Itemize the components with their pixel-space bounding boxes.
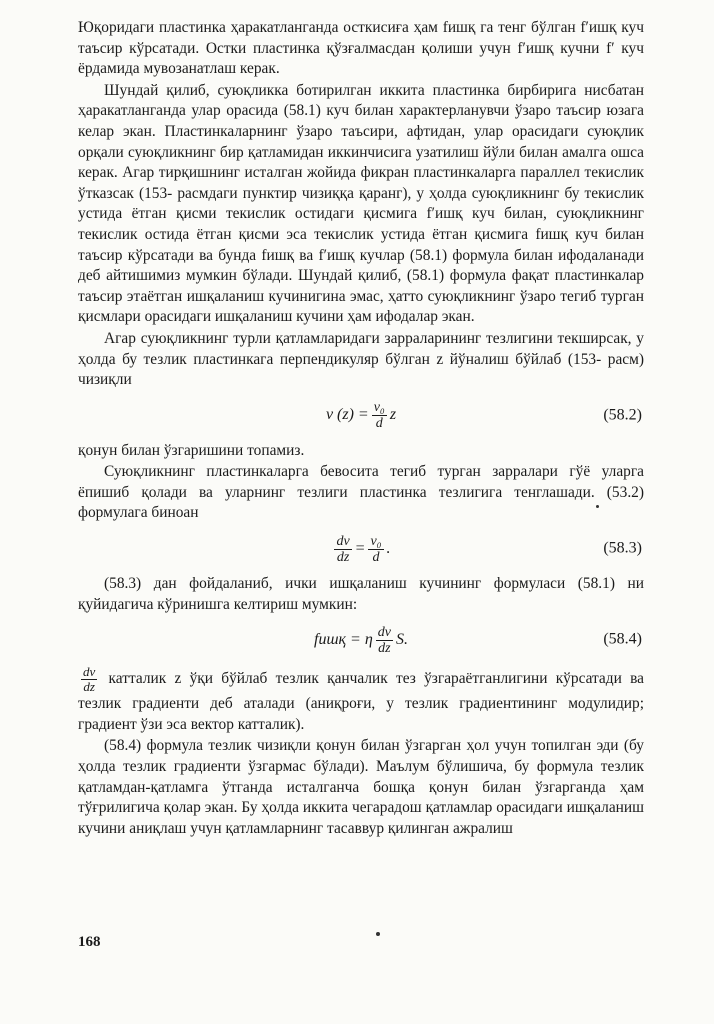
paragraph-5: Суюқликнинг пластинкаларга бевосита тегиб турган зарралари гўё уларга ёпишиб қолади ва уларнинг тезлиги пластинка тезлигига тенглашади. (53.2) формулага биноан [78, 463, 644, 522]
eq582-numerator: v₀ [373, 400, 385, 416]
paragraph-7-text: катталик z ўқи бўйлаб тезлик қанчалик тез ўзгараётганлигини кўрсатади ва тезлик градиенти деб аталади (аниқроғи, у тезлик градиентининг модулидир; градиент ўзи эса вектор катталик). [78, 670, 644, 733]
eq582-denominator: d [375, 416, 383, 432]
eq583-fraction-1 [334, 534, 351, 565]
eq584-rhs: S. [395, 630, 408, 648]
paragraph-6: (58.3) дан фойдаланиб, ички ишқаланиш кучининг формуласи (58.1) ни қуйидагича кўринишга келтириш мумкин: [78, 575, 644, 613]
eq584-numerator: dv [377, 624, 391, 640]
eq583-denominator-1: dz [336, 549, 350, 565]
eq583-fraction-2 [368, 534, 383, 565]
paragraph-7 [78, 665, 644, 735]
eq584-denominator: dz [378, 640, 391, 656]
inline-fraction-denominator: dz [83, 679, 95, 695]
inline-fraction-numerator: dv [83, 664, 96, 680]
eq582-fraction [372, 400, 387, 431]
paragraph-8: (58.4) формула тезлик чизиқли қонун билан ўзгарган ҳол учун топилган эди (бу ҳолда тезлик градиенти ўзгармас бўлади). Маълум бўлишича, бу формула тезлик қатламдан-қатламга ўтганда исталганча бошқа қонун билан ўзгарганда ҳам тўғрилигича қолар экан. Бу ҳолда иккита чегарадош қатламлар орасидаги ишқаланиш кучини аниқлаш учун қатламларнинг тасаввур қилинган ажралиш [78, 737, 644, 837]
paragraph-2: Шундай қилиб, суюқликка ботирилган иккита пластинка бирбирига нисбатан ҳаракатланганда улар орасида (58.1) куч билан характерланувчи ўзаро таъсир юзага келар экан. Пластинкаларнинг ўзаро таъсири, афтидан, улар орасидаги суюқлик орқали суюқликнинг бир қатламидан иккинчисига узатилиш йўли билан амалга ошса керак. Агар тирқишнинг исталган жойида фикран пластинкаларга параллел текислик ўтказсак (153- расмдаги пунктир чизиққа қаранг), у ҳолда суюқликнинг бу текислик устида ётган қисми текислик остидаги қисмига f′ишқ куч билан, суюқликнинг текислик остида ётган қисми эса текислик устида ётган қисмига fишқ куч билан таъсир кўрсатади ва бунда fишқ ва f′ишқ кучлар (58.1) формула билан ифодаланади деб айтишимиз мумкин бўлади. Шундай қилиб, (58.1) формула фақат пластинкалар таъсир этаётган ишқаланиш кучинигина эмас, ҳатто суюқликнинг ўзаро тегиб турган қисмлари орасидаги ишқаланиш кучини ҳам ифодалар экан. [78, 81, 644, 326]
eq583-numerator-2: v₀ [370, 533, 382, 549]
eq583-tail: . [386, 539, 391, 557]
eq583-equals: = [354, 539, 366, 557]
paragraph-4: қонун билан ўзгаришини топамиз. [78, 441, 305, 459]
page-body [78, 18, 644, 839]
paragraph-3: Агар суюқликнинг турли қатламларидаги зарраларининг тезлигини текширсак, у ҳолда бу тезлик пластинкага перпендикуляр бўлган z йўналиш бўйлаб (153- расм) чизиқли [78, 329, 644, 389]
speck-mark [596, 505, 599, 508]
eq583-denominator-2: d [372, 549, 380, 565]
equation-58-2 [78, 391, 644, 441]
eq584-lhs: fишқ = η [314, 630, 373, 648]
paragraph-1: Юқоридаги пластинка ҳаракатланганда осткисиға ҳам fишқ га тенг бўлган f′ишқ куч таъсир кўрсатади. Остки пластинка қўзғалмасдан қолиши учун f′ишқ кучни f′ куч ёрдамида мувозанатлаш керак. [78, 19, 644, 78]
inline-fraction [81, 665, 97, 694]
eq582-lhs: v (z) = [325, 406, 369, 424]
eq583-numerator-1: dv [336, 533, 350, 549]
eq583-label: (58.3) [603, 539, 642, 557]
eq582-label: (58.2) [603, 406, 642, 424]
equation-58-4 [78, 615, 644, 665]
footer-dot [376, 932, 380, 936]
eq584-fraction [376, 625, 393, 656]
eq584-label: (58.4) [603, 630, 642, 648]
equation-58-3 [78, 524, 644, 574]
page-number: 168 [78, 934, 101, 950]
eq582-rhs: z [389, 406, 397, 424]
